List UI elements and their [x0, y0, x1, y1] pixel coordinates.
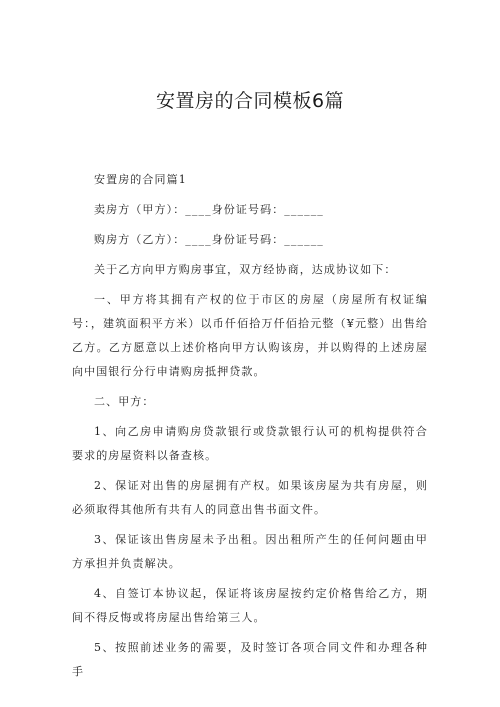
- agreement-intro: 关于乙方向甲方购房事宜，双方经协商，达成协议如下：: [94, 263, 397, 276]
- clause-2-item-4: 4、自签订本协议起，保证将该房屋按约定价格售给乙方，期间不得反悔或将房屋出售给第三人。: [72, 587, 428, 624]
- clause-2-item-1: 1、向乙房申请购房贷款银行或贷款银行认可的机构提供符合要求的房屋资料以备查核。: [72, 425, 428, 462]
- clause-2-item-2: 2、保证对出售的房屋拥有产权。如果该房屋为共有房屋，则必须取得其他所有共有人的同意出售书面文件。: [72, 479, 428, 516]
- document-title: 安置房的合同模板6篇: [155, 90, 345, 112]
- buyer-line: 购房方（乙方）：____身份证号码：______: [94, 233, 324, 246]
- clause-2-item-5: 5、按照前述业务的需要，及时签订各项合同文件和办理各种手: [72, 641, 428, 678]
- section-heading: 安置房的合同篇1: [94, 173, 187, 186]
- seller-line: 卖房方（甲方）：____身份证号码：______: [94, 203, 324, 216]
- document-body: [72, 168, 428, 690]
- clause-2-item-3: 3、保证该出售房屋未予出租。因出租所产生的任何问题由甲方承担并负责解决。: [72, 533, 428, 570]
- clause-1: 一、甲方将其拥有产权的位于市区的房屋（房屋所有权证编号：，建筑面积平方米）以币仟佰拾万仟佰拾元整（¥元整）出售给乙方。乙方愿意以上述价格向甲方认购该房，并以购得的上述房屋向中国银行分行申请购房抵押贷款。: [72, 293, 428, 378]
- clause-2-heading: 二、甲方：: [94, 395, 155, 408]
